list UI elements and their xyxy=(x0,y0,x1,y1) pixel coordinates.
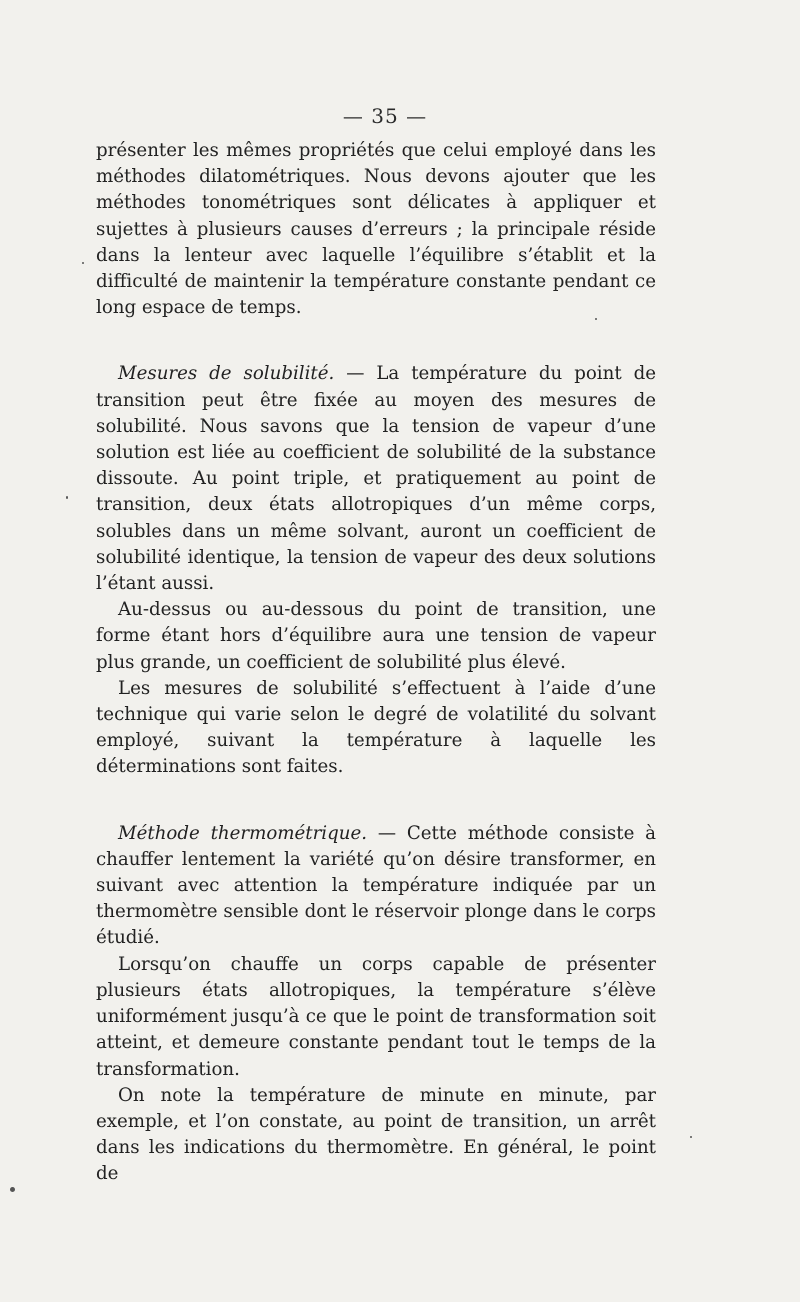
section-title-thermometric: Méthode thermométrique. xyxy=(118,822,367,844)
section-title-solubility: Mesures de solubilité. xyxy=(118,363,335,385)
scan-speck xyxy=(82,262,84,264)
paragraph-continuation: présenter les mêmes propriétés que celui employé dans les méthodes dilatométriques. Nous devons ajouter que les méthodes tonométriques sont délicates à appliquer et sujettes à plusieurs causes d’erreurs ; la principale réside dans la lenteur avec laquelle l’équilibre s’établit et la difficulté de maintenir la température constante pendant ce long espace de temps. xyxy=(96,140,656,319)
paragraph-thermometric xyxy=(96,821,656,952)
scan-speck xyxy=(595,318,597,320)
section-body-thermometric: — Cette méthode consiste à chauffer lentement la variété qu’on désire transformer, en suivant avec attention la température indiquée par un thermomètre sensible dont le réservoir plonge dans le corps étudié. xyxy=(96,822,656,949)
section-body-solubility: — La température du point de transition peut être fixée au moyen des mesures de solubilité. Nous savons que la tension de vapeur d’une solution est liée au coefficient de solubilité de la substance dissoute. Au point triple, et pratiquement au point de transition, deux états allotropiques d’un même corps, solubles dans un même solvant, auront un coefficient de solubilité identique, la tension de vapeur des deux solutions l’étant aussi. xyxy=(96,363,656,595)
paragraph-observation: On note la température de minute en minute, par exemple, et l’on constate, au point de transition, un arrêt dans les indications du thermomètre. En général, le point de xyxy=(96,1084,656,1185)
scan-speck xyxy=(10,1187,15,1192)
scan-speck xyxy=(66,496,68,499)
paragraph-solubility xyxy=(96,361,656,597)
body-text xyxy=(96,138,656,1188)
page-number: — 35 — xyxy=(342,104,428,128)
paragraph-equilibrium: Au-dessus ou au-dessous du point de transition, une forme étant hors d’équilibre aura une tension de vapeur plus grande, un coefficient de solubilité plus élevé. xyxy=(96,599,656,673)
scan-speck xyxy=(690,1136,692,1138)
paragraph-heating: Lorsqu’on chauffe un corps capable de présenter plusieurs états allotropiques, la température s’élève uniformément jusqu’à ce que le point de transformation soit atteint, et demeure constante pendant tout le temps de la transformation. xyxy=(96,953,656,1080)
paragraph-solubility-measures: Les mesures de solubilité s’effectuent à l’aide d’une technique qui varie selon le degré de volatilité du solvant employé, suivant la température à laquelle les déterminations sont faites. xyxy=(96,677,656,778)
